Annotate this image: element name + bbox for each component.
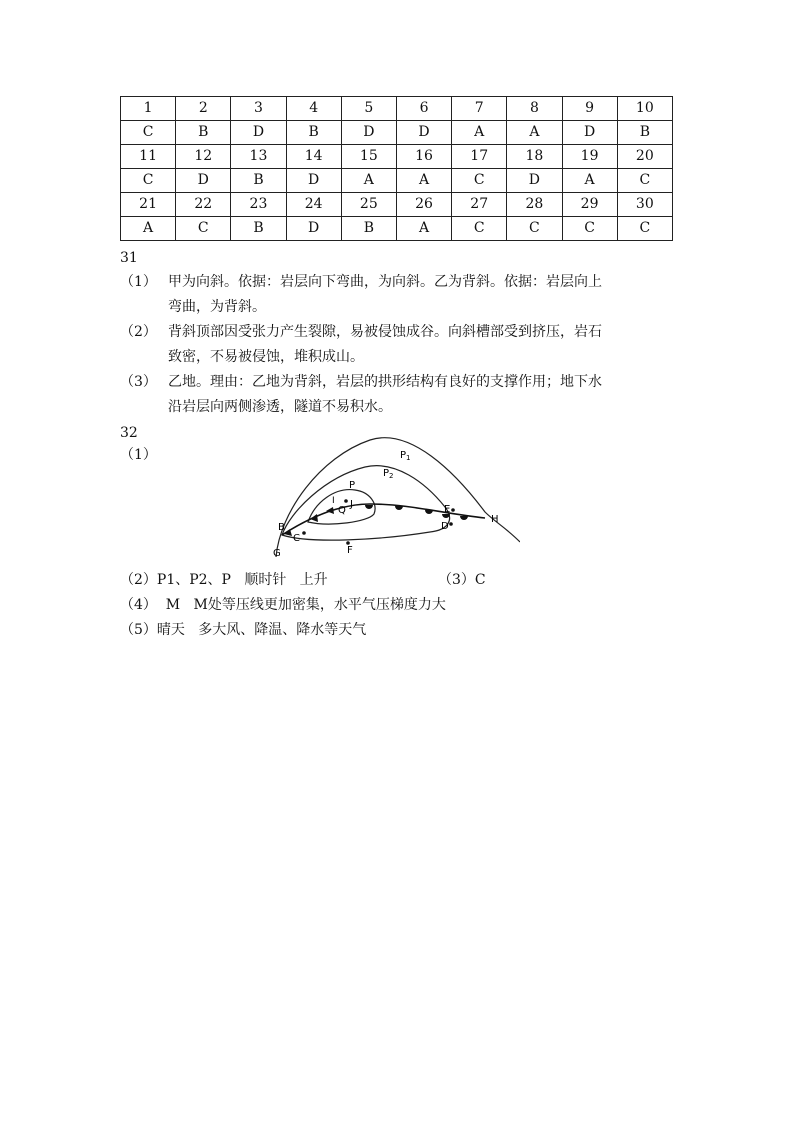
question-31-number: 31 bbox=[120, 250, 138, 266]
question-number-cell: 21 bbox=[121, 193, 176, 217]
answer-letter-row bbox=[121, 169, 673, 193]
answer-letter-cell: B bbox=[231, 169, 286, 193]
answer-letter-cell: D bbox=[286, 217, 341, 241]
question-number-row bbox=[121, 193, 673, 217]
answer-letter-cell: A bbox=[396, 169, 451, 193]
answer-letter-cell: D bbox=[231, 121, 286, 145]
answer-letter-cell: D bbox=[176, 169, 231, 193]
question-number-cell: 19 bbox=[562, 145, 617, 169]
question-number-cell: 9 bbox=[562, 97, 617, 121]
label-b: B bbox=[278, 522, 285, 533]
answer-letter-cell: A bbox=[121, 217, 176, 241]
answer-index: （3） bbox=[120, 374, 157, 390]
label-c: C bbox=[293, 533, 300, 544]
point-dot bbox=[302, 531, 306, 535]
answer-letter-cell: C bbox=[562, 217, 617, 241]
answer-letter-cell: A bbox=[396, 217, 451, 241]
answer-letter-cell: B bbox=[231, 217, 286, 241]
answer-line-2: 沿岩层向两侧渗透，隧道不易积水。 bbox=[168, 399, 392, 415]
label-q: Q bbox=[338, 505, 346, 516]
front-symbol bbox=[326, 507, 334, 514]
question-number-cell: 24 bbox=[286, 193, 341, 217]
answer-table bbox=[120, 96, 673, 241]
question-number-cell: 25 bbox=[341, 193, 396, 217]
label-p1: $P_1$ bbox=[400, 450, 411, 462]
front-symbol bbox=[365, 505, 373, 509]
q32-part-3: （3）C bbox=[438, 572, 486, 588]
answer-line-2: 弯曲，为背斜。 bbox=[168, 299, 266, 315]
label-j: J bbox=[350, 499, 353, 510]
front-symbol bbox=[395, 506, 403, 510]
answer-letter-cell: C bbox=[452, 217, 507, 241]
label-p: P bbox=[349, 480, 356, 491]
answer-letter-cell: D bbox=[507, 169, 562, 193]
answer-letter-cell: C bbox=[176, 217, 231, 241]
isobar-p2 bbox=[282, 466, 450, 540]
question-number-cell: 7 bbox=[452, 97, 507, 121]
question-number-cell: 1 bbox=[121, 97, 176, 121]
answer-line-1: 背斜顶部因受张力产生裂隙，易被侵蚀成谷。向斜槽部受到挤压，岩石 bbox=[168, 324, 602, 340]
answer-letter-cell: B bbox=[617, 121, 672, 145]
answer-letter-cell: D bbox=[396, 121, 451, 145]
question-number-cell: 20 bbox=[617, 145, 672, 169]
q32-part-2: （2）P1、P2、P 顺时针 上升 bbox=[120, 572, 328, 588]
question-number-cell: 2 bbox=[176, 97, 231, 121]
pressure-system-diagram bbox=[270, 432, 520, 562]
answer-letter-cell: C bbox=[121, 169, 176, 193]
question-number-cell: 10 bbox=[617, 97, 672, 121]
answer-index: （1） bbox=[120, 274, 157, 290]
answer-line-2: 致密，不易被侵蚀，堆积成山。 bbox=[168, 349, 364, 365]
answer-letter-row bbox=[121, 217, 673, 241]
question-number-cell: 8 bbox=[507, 97, 562, 121]
question-number-row bbox=[121, 145, 673, 169]
label-g: G bbox=[273, 548, 281, 559]
question-number-cell: 4 bbox=[286, 97, 341, 121]
label-e: E bbox=[444, 504, 451, 515]
answer-letter-cell: B bbox=[341, 217, 396, 241]
answer-letter-cell: D bbox=[286, 169, 341, 193]
question-number-cell: 18 bbox=[507, 145, 562, 169]
question-number-cell: 28 bbox=[507, 193, 562, 217]
answer-letter-cell: C bbox=[121, 121, 176, 145]
question-number-cell: 13 bbox=[231, 145, 286, 169]
question-number-cell: 6 bbox=[396, 97, 451, 121]
question-number-cell: 11 bbox=[121, 145, 176, 169]
question-number-row bbox=[121, 97, 673, 121]
question-number-cell: 5 bbox=[341, 97, 396, 121]
point-dot bbox=[449, 522, 453, 526]
question-number-cell: 15 bbox=[341, 145, 396, 169]
front-symbol bbox=[460, 516, 468, 520]
answer-letter-row bbox=[121, 121, 673, 145]
answer-letter-cell: D bbox=[562, 121, 617, 145]
point-dot bbox=[451, 508, 455, 512]
answer-letter-cell: C bbox=[617, 217, 672, 241]
answer-letter-cell: B bbox=[286, 121, 341, 145]
answer-table-body bbox=[121, 97, 673, 241]
answer-letter-cell: A bbox=[341, 169, 396, 193]
answer-line-1: 乙地。理由：乙地为背斜，岩层的拱形结构有良好的支撑作用；地下水 bbox=[168, 374, 602, 390]
answer-letter-cell: C bbox=[452, 169, 507, 193]
answer-letter-cell: A bbox=[562, 169, 617, 193]
question-32-number: 32 bbox=[120, 425, 138, 441]
answer-letter-cell: D bbox=[341, 121, 396, 145]
answer-line-1: 甲为向斜。依据：岩层向下弯曲，为向斜。乙为背斜。依据：岩层向上 bbox=[168, 274, 602, 290]
question-number-cell: 23 bbox=[231, 193, 286, 217]
answer-letter-cell: A bbox=[507, 121, 562, 145]
answer-letter-cell: B bbox=[176, 121, 231, 145]
label-i: I bbox=[332, 496, 335, 506]
answer-letter-cell: C bbox=[617, 169, 672, 193]
q31-answer-3 bbox=[120, 370, 674, 420]
answer-index: （2） bbox=[120, 324, 157, 340]
answer-letter-cell: C bbox=[507, 217, 562, 241]
question-number-cell: 12 bbox=[176, 145, 231, 169]
question-number-cell: 22 bbox=[176, 193, 231, 217]
question-number-cell: 26 bbox=[396, 193, 451, 217]
question-number-cell: 30 bbox=[617, 193, 672, 217]
q32-part-1: （1） bbox=[120, 447, 157, 463]
question-number-cell: 16 bbox=[396, 145, 451, 169]
label-p2: $P_2$ bbox=[383, 468, 394, 480]
q32-part-4: （4） M M处等压线更加密集，水平气压梯度力大 bbox=[120, 597, 446, 613]
label-f: F bbox=[347, 545, 353, 556]
q31-answer-1 bbox=[120, 270, 674, 320]
question-number-cell: 27 bbox=[452, 193, 507, 217]
answer-letter-cell: A bbox=[452, 121, 507, 145]
question-number-cell: 14 bbox=[286, 145, 341, 169]
question-number-cell: 29 bbox=[562, 193, 617, 217]
q31-answer-2 bbox=[120, 320, 674, 370]
front-symbol bbox=[425, 510, 433, 514]
q32-part-5: （5）晴天 多大风、降温、降水等天气 bbox=[120, 622, 367, 638]
label-h: H bbox=[491, 514, 499, 525]
question-number-cell: 17 bbox=[452, 145, 507, 169]
question-number-cell: 3 bbox=[231, 97, 286, 121]
label-d: D bbox=[441, 521, 449, 532]
point-dot bbox=[344, 499, 348, 503]
